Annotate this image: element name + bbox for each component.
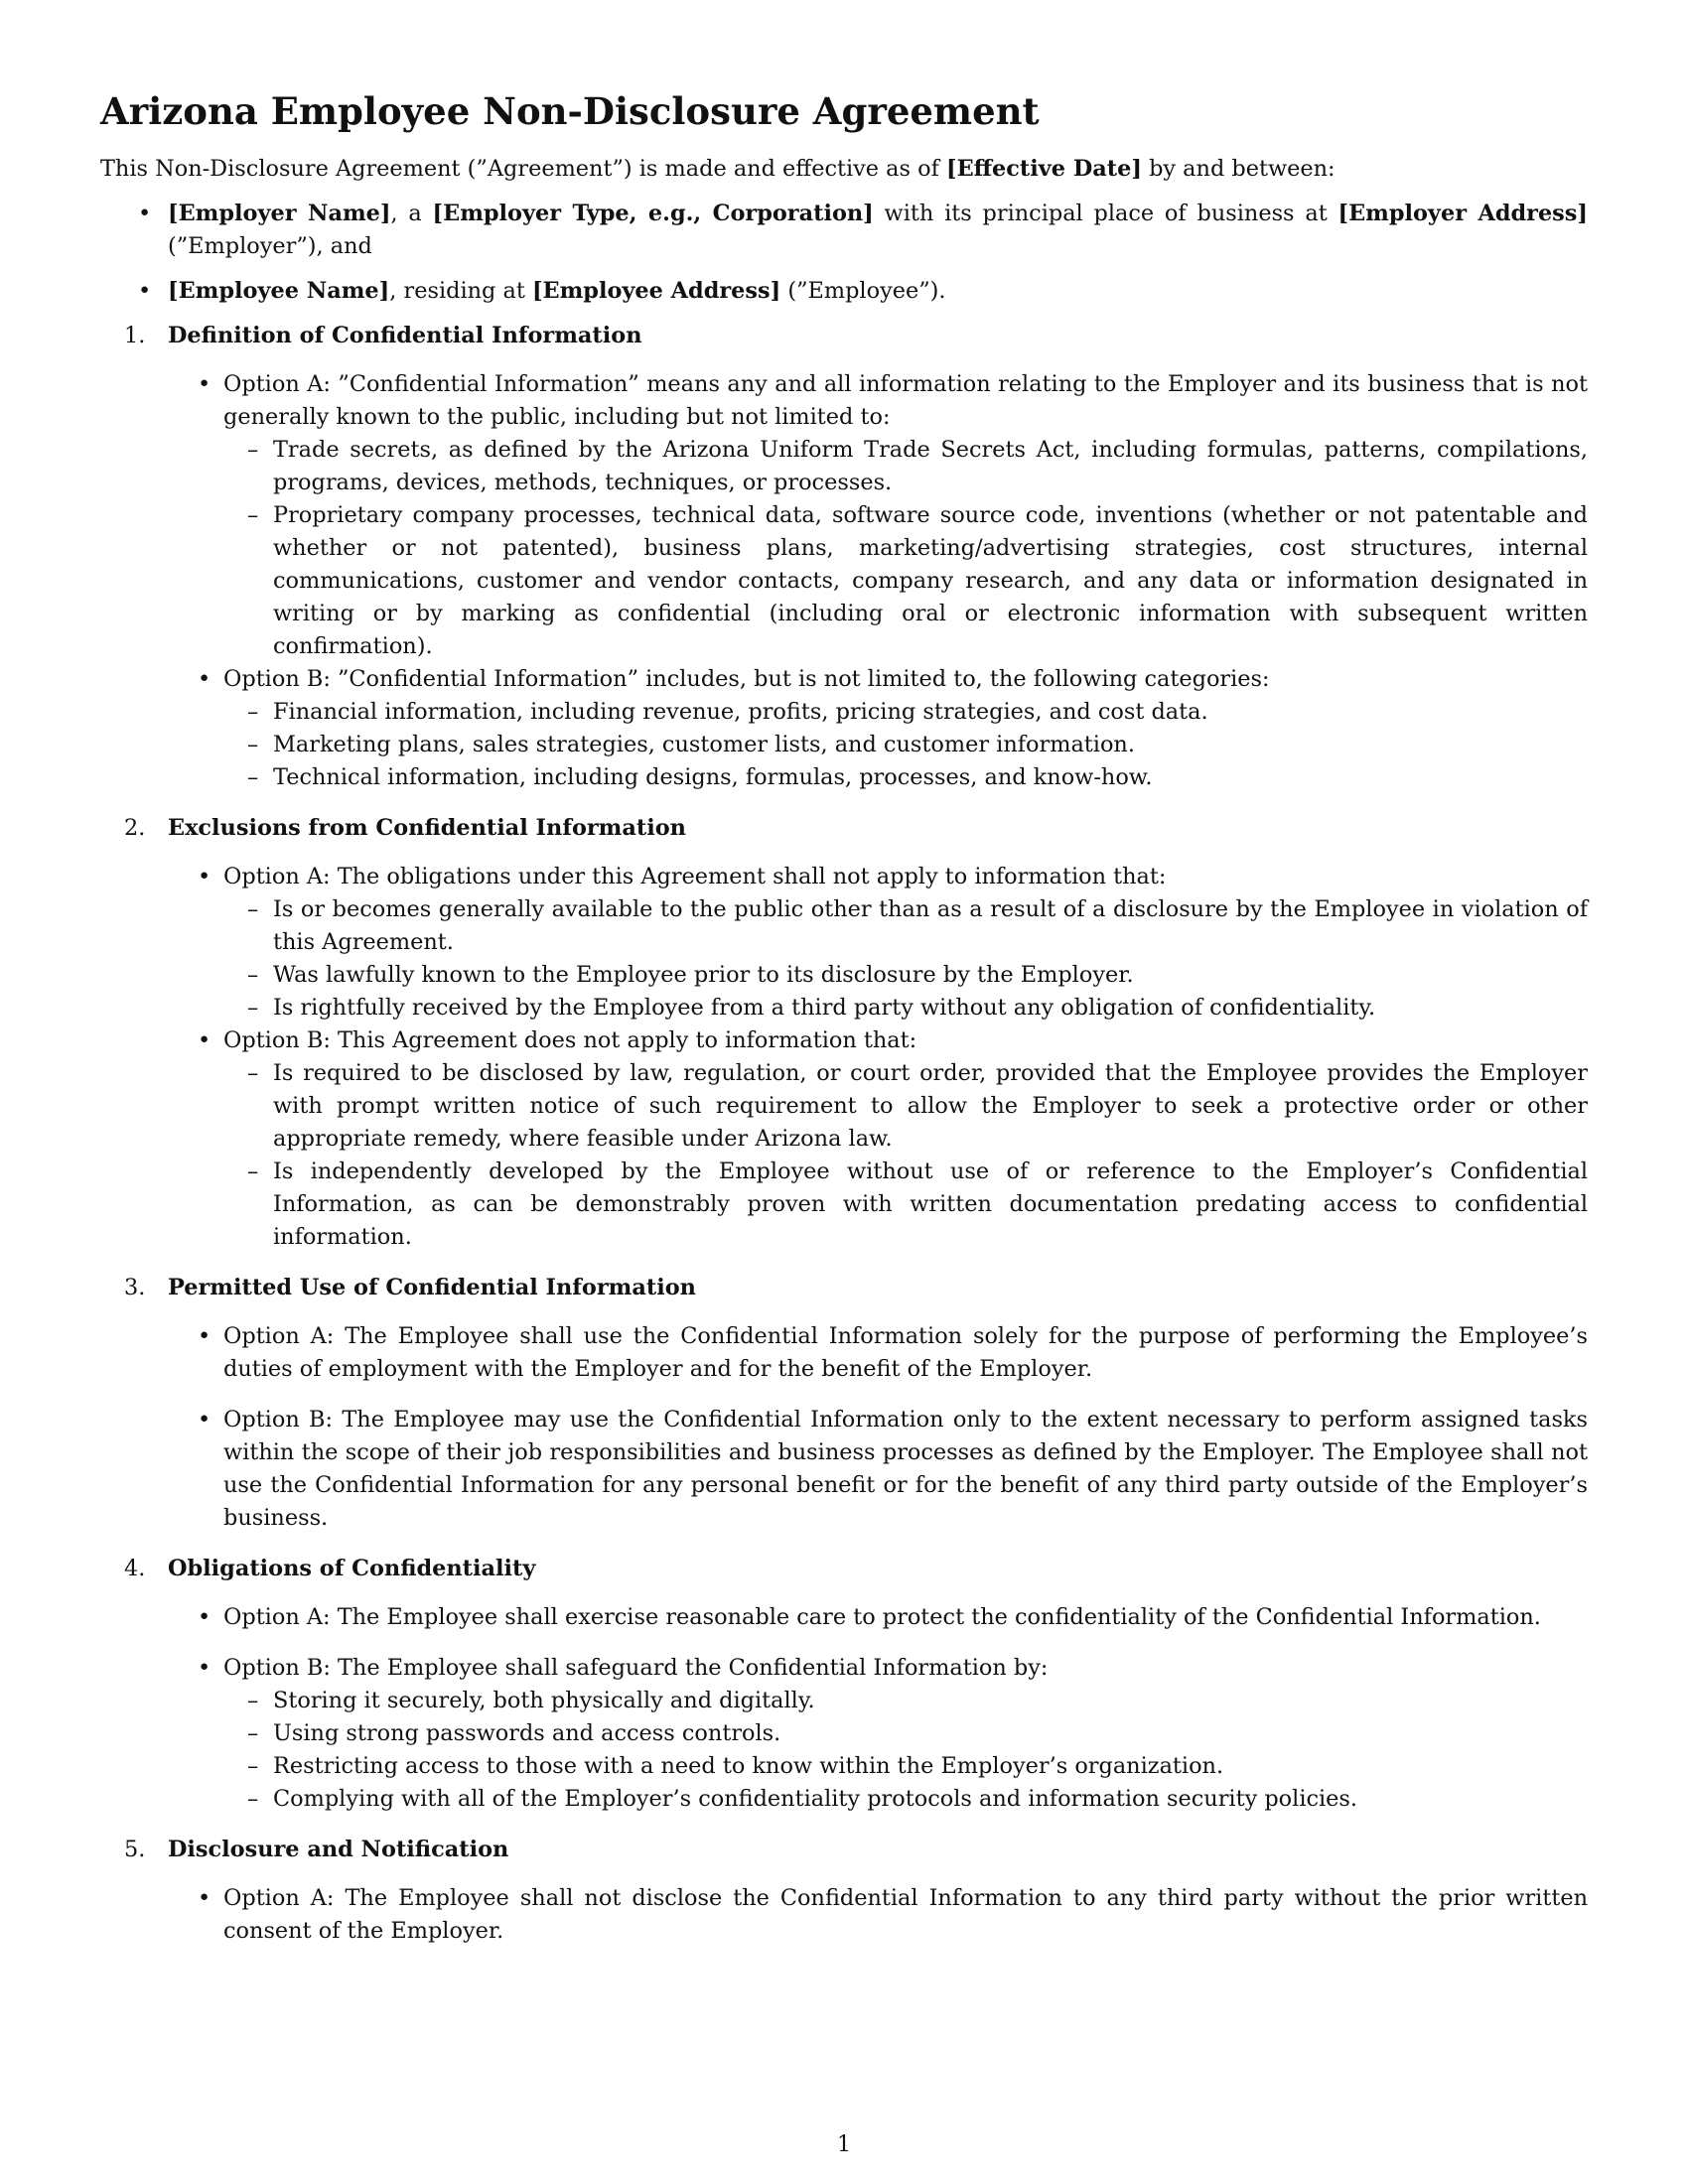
employer-type-placeholder: [Employer Type, e.g., Corporation]: [432, 201, 874, 226]
options-list: [168, 1320, 1588, 1535]
sub-item: – Is independently developed by the Employee without use of or reference to the Employer’s Confidential Information, as can be demonstrably proven with written documentation predating access to confidential information.: [223, 1156, 1588, 1254]
option-item: [162, 663, 1588, 794]
sub-list: [223, 434, 1588, 663]
sub-item: – Technical information, including designs, formulas, processes, and know-how.: [223, 761, 1588, 794]
option-text: • Option A: The obligations under this Agreement shall not apply to information that:: [223, 864, 1167, 889]
section-disclosure: [100, 1834, 1588, 1948]
section-number: 2.: [124, 815, 146, 841]
section-exclusions: [100, 812, 1588, 1254]
sub-item: – Trade secrets, as defined by the Arizona Uniform Trade Secrets Act, including formulas, patterns, compilations, programs, devices, methods, techniques, or processes.: [223, 434, 1588, 499]
sub-list: [223, 696, 1588, 794]
section-title: Disclosure and Notification: [168, 1837, 509, 1862]
option-item: [162, 1320, 1588, 1386]
sub-item: – Financial information, including revenue, profits, pricing strategies, and cost data.: [223, 696, 1588, 729]
option-text: • Option A: The Employee shall use the Confidential Information solely for the purpose of performing the Employee’s duties of employment with the Employer and for the benefit of the Employer.: [223, 1323, 1588, 1382]
option-text: • Option A: The Employee shall not disclose the Confidential Information to any third party without the prior written consent of the Employer.: [223, 1885, 1588, 1944]
section-number: 4.: [124, 1556, 146, 1581]
sub-item: – Using strong passwords and access controls.: [223, 1717, 1588, 1750]
option-item: [162, 1652, 1588, 1816]
option-text: • Option B: This Agreement does not apply to information that:: [223, 1027, 917, 1053]
sub-list: [223, 893, 1588, 1024]
sub-item: – Is required to be disclosed by law, regulation, or court order, provided that the Employee provides the Employer with prompt written notice of such requirement to allow the Employer to seek a protective order or other appropriate remedy, where feasible under Arizona law.: [223, 1057, 1588, 1156]
sections-list: [100, 320, 1588, 1948]
section-number: 5.: [124, 1837, 146, 1862]
section-number: 3.: [124, 1275, 146, 1300]
section-title: Permitted Use of Confidential Information: [168, 1275, 696, 1300]
options-list: [168, 861, 1588, 1254]
option-item: [162, 1024, 1588, 1254]
effective-date-placeholder: [Effective Date]: [946, 156, 1142, 182]
section-title: Exclusions from Confidential Information: [168, 815, 686, 841]
party-text: with its principal place of business at: [873, 201, 1338, 226]
options-list: [168, 368, 1588, 794]
option-item: [162, 368, 1588, 663]
option-item: [162, 1601, 1588, 1634]
section-definition: [100, 320, 1588, 794]
employee-address-placeholder: [Employee Address]: [531, 278, 781, 304]
option-item: [162, 1882, 1588, 1948]
sub-item: – Marketing plans, sales strategies, customer lists, and customer information.: [223, 729, 1588, 761]
sub-item: – Was lawfully known to the Employee prior to its disclosure by the Employer.: [223, 959, 1588, 992]
sub-item: – Complying with all of the Employer’s confidentiality protocols and information security policies.: [223, 1783, 1588, 1816]
section-permitted-use: [100, 1272, 1588, 1535]
sub-list: [223, 1057, 1588, 1254]
sub-item: – Is rightfully received by the Employee from a third party without any obligation of confidentiality.: [223, 992, 1588, 1024]
option-text: • Option B: The Employee shall safeguard the Confidential Information by:: [223, 1655, 1049, 1681]
options-list: [168, 1601, 1588, 1816]
section-title: Definition of Confidential Information: [168, 323, 642, 348]
parties-list: [100, 198, 1588, 308]
employer-address-placeholder: [Employer Address]: [1337, 201, 1588, 226]
document-page: [100, 87, 1588, 1948]
option-item: [162, 1404, 1588, 1535]
party-text: , residing at: [389, 278, 532, 304]
option-text: • Option B: ”Confidential Information” includes, but is not limited to, the following categories:: [223, 666, 1270, 692]
option-text: • Option A: The Employee shall exercise reasonable care to protect the confidentiality of the Confidential Information.: [223, 1604, 1541, 1630]
sub-item: – Storing it securely, both physically and digitally.: [223, 1685, 1588, 1717]
sub-item: – Restricting access to those with a need to know within the Employer’s organization.: [223, 1750, 1588, 1783]
intro-text-end: by and between:: [1141, 156, 1336, 182]
section-number: 1.: [124, 323, 146, 348]
option-text: • Option B: The Employee may use the Confidential Information only to the extent necessary to perform assigned tasks within the scope of their job responsibilities and business processes as defined by the Employer. The Employee shall not use the Confidential Information for any personal benefit or for the benefit of any third party outside of the Employer’s business.: [223, 1407, 1588, 1531]
section-obligations: [100, 1553, 1588, 1816]
options-list: [168, 1882, 1588, 1948]
sub-item: – Proprietary company processes, technical data, software source code, inventions (whether or not patentable and whether or not patented), business plans, marketing/advertising strategies, cost structures, internal communications, customer and vendor contacts, company research, and any data or information designated in writing or by marking as confidential (including oral or electronic information with subsequent written confirmation).: [223, 499, 1588, 663]
employer-name-placeholder: [Employer Name]: [168, 201, 391, 226]
sub-list: [223, 1685, 1588, 1816]
party-text: , a: [390, 201, 433, 226]
option-text: • Option A: ”Confidential Information” means any and all information relating to the Employer and its business that is not generally known to the public, including but not limited to:: [223, 371, 1588, 430]
page-number: 1: [837, 2132, 851, 2157]
option-item: [162, 861, 1588, 1024]
party-text: (”Employee”).: [780, 278, 946, 304]
employee-name-placeholder: [Employee Name]: [168, 278, 390, 304]
intro-paragraph: [100, 153, 1588, 186]
party-text: (”Employer”), and: [168, 233, 372, 259]
document-title: Arizona Employee Non-Disclosure Agreement: [100, 89, 1040, 133]
party-employer: [100, 198, 1588, 263]
sub-item: – Is or becomes generally available to the public other than as a result of a disclosure by the Employee in violation of this Agreement.: [223, 893, 1588, 959]
intro-text: This Non-Disclosure Agreement (”Agreement”) is made and effective as of: [100, 156, 947, 182]
party-employee: [100, 275, 1588, 308]
section-title: Obligations of Confidentiality: [168, 1556, 536, 1581]
